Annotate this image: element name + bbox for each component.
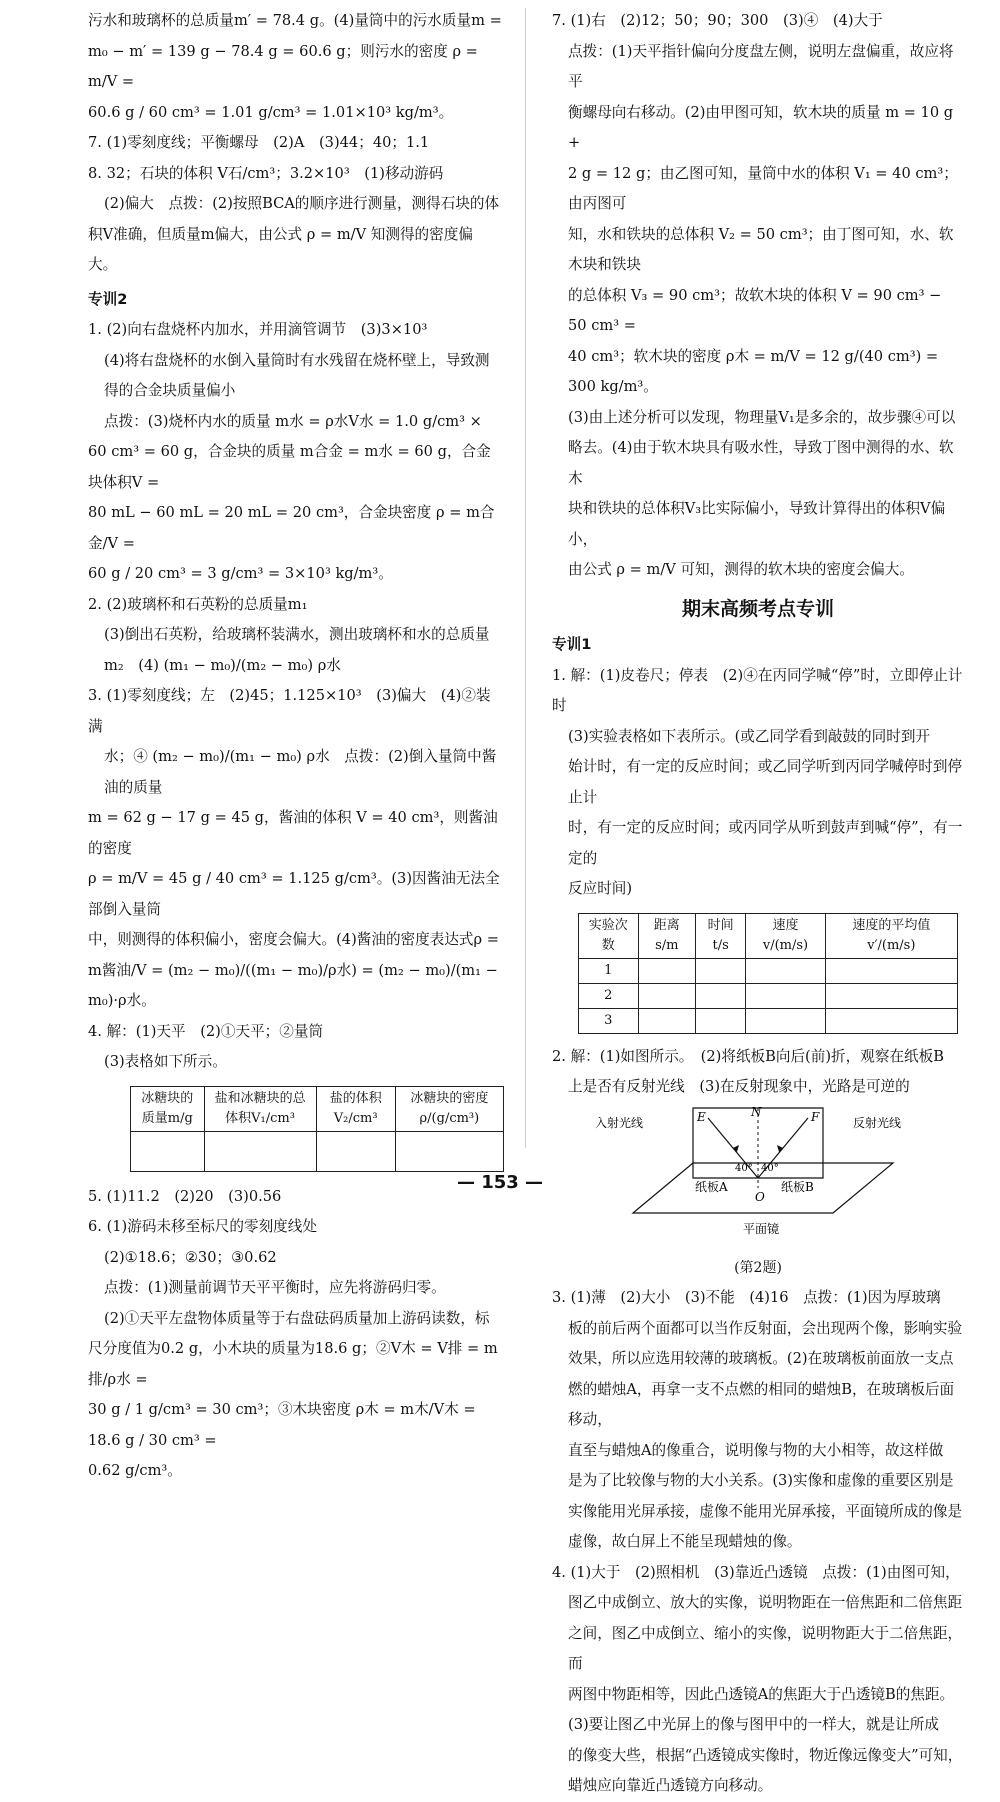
text-line: 之间，图乙中成倒立、缩小的实像，说明物距大于二倍焦距，而 [568, 1624, 963, 1672]
text-line: 中，则测得的体积偏小，密度会偏大。(4)酱油的密度表达式ρ = [88, 931, 499, 948]
table-cell [696, 1008, 746, 1033]
text-line: (3)由上述分析可以发现，物理量V₁是多余的，故步骤④可以 [568, 408, 956, 426]
text-line: 块和铁块的总体积V₃比实际偏小，导致计算得出的体积V偏小， [568, 500, 946, 548]
table-header: 速度的平均值v′/(m/s) [825, 913, 957, 958]
answer-2: 2. (2)玻璃杯和石英粉的总质量m₁ [88, 595, 308, 613]
board-b-label: 纸板B [781, 1179, 814, 1194]
text-line: m = 62 g − 17 g = 45 g，酱油的体积 V = 40 cm³，则酱油的密度 [88, 809, 498, 857]
table-header: 速度v/(m/s) [746, 913, 825, 958]
text-line: 60.6 g / 60 cm³ = 1.01 g/cm³ = 1.01×10³ kg/m³。 [88, 103, 454, 121]
answer-1: 1. (2)向右盘烧杯内加水，并用滴管调节 (3)3×10³ [88, 321, 428, 338]
incident-ray-label: 入射光线 [595, 1115, 644, 1130]
arrow-icon [733, 1145, 739, 1152]
text-line: 效果，所以应选用较薄的玻璃板。(2)在玻璃板前面放一支点 [568, 1350, 954, 1367]
answer-4: 4. (1)大于 (2)照相机 (3)靠近凸透镜 点拨：(1)由图可知， [552, 1563, 960, 1581]
label-O: O [755, 1189, 765, 1204]
reflected-ray-label: 反射光线 [853, 1115, 902, 1130]
text-line: ρ = m/V = 45 g / 40 cm³ = 1.125 g/cm³。(3)因酱油无法全部倒入量筒 [88, 870, 500, 918]
label-N: N [751, 1104, 762, 1119]
figure-caption: (第2题) [734, 1259, 782, 1276]
table-cell [638, 983, 695, 1008]
text-line: 时，有一定的反应时间；或丙同学从听到鼓声到喊“停”，有一定的 [568, 819, 963, 867]
text-line: 的总体积 V₃ = 90 cm³；故软木块的体积 V = 90 cm³ − 50 cm³ = [568, 286, 942, 334]
section-heading: 专训1 [552, 636, 592, 653]
text-line: 60 g / 20 cm³ = 3 g/cm³ = 3×10³ kg/m³。 [88, 565, 393, 582]
table-cell [825, 983, 957, 1008]
text-line: 30 g / 1 g/cm³ = 30 cm³；③木块密度 ρ木 = m木/V木 = 18.6 g / 30 cm³ = [88, 1401, 476, 1449]
text-line: 衡螺母向右移动。(2)由甲图可知，软木块的质量 m = 10 g + [568, 103, 954, 151]
text-line: 尺分度值为0.2 g，小木块的质量为18.6 g；②V木 = V排 = m排/ρ水 = [88, 1340, 498, 1388]
text-line: 80 mL − 60 mL = 20 mL = 20 cm³，合金块密度 ρ = m合金/V = [88, 504, 495, 552]
angle-label: 40° [735, 1162, 753, 1174]
answer-3: 3. (1)薄 (2)大小 (3)不能 (4)16 点拨：(1)因为厚玻璃 [552, 1289, 941, 1306]
answer-7: 7. (1)右 (2)12；50；90；300 (3)④ (4)大于 [552, 12, 883, 29]
answer-1: 1. 解：(1)皮卷尺；停表 (2)④在丙同学喊“停”时，立即停止计时 [552, 666, 963, 714]
text-line: 污水和玻璃杯的总质量m′ = 78.4 g。(4)量筒中的污水质量m = [88, 12, 502, 29]
table-header: 盐和冰糖块的总体积V₁/cm³ [204, 1086, 316, 1131]
table-cell [316, 1131, 395, 1171]
table-cell [395, 1131, 503, 1171]
text-line: 0.62 g/cm³。 [88, 1462, 182, 1479]
column-divider [525, 8, 526, 1148]
answer-4: 4. 解：(1)天平 (2)①天平；②量筒 [88, 1022, 324, 1040]
table-cell: 2 [579, 983, 639, 1008]
arrow-icon [777, 1145, 783, 1152]
text-line: 40 cm³；软木块的密度 ρ木 = m/V = 12 g/(40 cm³) = 300 kg/m³。 [568, 347, 939, 395]
answer-5: 5. (1)11.2 (2)20 (3)0.56 [88, 1187, 282, 1205]
table-header: 时间t/s [696, 913, 746, 958]
text-line: 蜡烛应向靠近凸透镜方向移动。 [568, 1777, 773, 1794]
table-cell [131, 1131, 205, 1171]
table-cell [746, 1008, 825, 1033]
text-line: (2)偏大 点拨：(2)按照BCA的顺序进行测量，测得石块的体 [104, 195, 500, 212]
table-header: 实验次数 [579, 913, 639, 958]
label-F: F [811, 1109, 820, 1124]
text-line: 60 cm³ = 60 g，合金块的质量 m合金 = m水 = 60 g，合金块体积V = [88, 443, 491, 491]
speed-table [578, 913, 958, 1034]
text-line: 图乙中成倒立、放大的实像，说明物距在一倍焦距和二倍焦距 [568, 1594, 963, 1611]
text-line: 2 g = 12 g；由乙图可知，量筒中水的体积 V₁ = 40 cm³；由丙图可 [568, 164, 958, 212]
density-table [130, 1086, 504, 1172]
table-cell: 3 [579, 1008, 639, 1033]
label-E: E [697, 1109, 706, 1124]
text-line: 燃的蜡烛A，再拿一支不点燃的相同的蜡烛B，在玻璃板后面移动， [568, 1380, 955, 1428]
text-line: 积V准确，但质量m偏大，由公式 ρ = m/V 知测得的密度偏大。 [88, 225, 473, 273]
text-line: 实像能用光屏承接，虚像不能用光屏承接，平面镜所成的像是 [568, 1502, 963, 1520]
text-line: (3)实验表格如下表所示。(或乙同学看到敲鼓的同时到开 [568, 727, 931, 745]
table-header: 冰糖块的质量m/g [131, 1086, 205, 1131]
left-column [88, 6, 502, 1487]
answer-7: 7. (1)零刻度线；平衡螺母 (2)A (3)44；40；1.1 [88, 134, 430, 151]
text-line: 两图中物距相等，因此凸透镜A的焦距大于凸透镜B的焦距。 [568, 1685, 955, 1703]
table-cell [746, 958, 825, 983]
page-number: — 153 — [456, 1172, 544, 1193]
text-line: 点拨：(1)测量前调节天平平衡时，应先将游码归零。 [104, 1279, 446, 1296]
table-cell [638, 958, 695, 983]
table-cell [204, 1131, 316, 1171]
table-cell [825, 1008, 957, 1033]
mirror-label: 平面镜 [743, 1221, 780, 1236]
text-line: 得的合金块质量偏小 [104, 382, 236, 399]
table-cell [638, 1008, 695, 1033]
text-line: 由公式 ρ = m/V 可知，测得的软木块的密度会偏大。 [568, 561, 914, 578]
table-header: 距离s/m [638, 913, 695, 958]
table-header: 冰糖块的密度ρ/(g/cm³) [395, 1086, 503, 1131]
text-line: 知，水和铁块的总体积 V₂ = 50 cm³；由丁图可知，水、软木块和铁块 [568, 225, 954, 273]
text-line: 上是否有反射光线 (3)在反射现象中，光路是可逆的 [568, 1078, 910, 1095]
text-line: 始计时，有一定的反应时间；或乙同学听到丙同学喊停时到停止计 [568, 758, 963, 806]
board-a-label: 纸板A [695, 1179, 728, 1194]
text-line: (3)倒出石英粉，给玻璃杯装满水，测出玻璃杯和水的总质量 [104, 626, 490, 643]
text-line: 虚像，故白屏上不能呈现蜡烛的像。 [568, 1533, 802, 1550]
text-line: 板的前后两个面都可以当作反射面，会出现两个像，影响实验 [568, 1319, 963, 1337]
text-line: m₀ − m′ = 139 g − 78.4 g = 60.6 g；则污水的密度 ρ = m/V = [88, 42, 478, 90]
table-cell [696, 958, 746, 983]
section-title: 期末高频考点专训 [681, 597, 834, 620]
section-heading: 专训2 [88, 290, 128, 308]
right-column [552, 6, 964, 1802]
text-line: 略去。(4)由于软木块具有吸水性，导致丁图中测得的水、软木 [568, 439, 954, 487]
table-header: 盐的体积V₂/cm³ [316, 1086, 395, 1131]
angle-label: 40° [761, 1162, 779, 1174]
text-line: 点拨：(1)天平指针偏向分度盘左侧，说明左盘偏重，故应将平 [568, 42, 954, 90]
table-cell: 1 [579, 958, 639, 983]
answer-3: 3. (1)零刻度线；左 (2)45；1.125×10³ (3)偏大 (4)②装满 [88, 687, 491, 735]
table-cell [746, 983, 825, 1008]
answer-8: 8. 32；石块的体积 V石/cm³；3.2×10³ (1)移动游码 [88, 164, 444, 182]
text-line: 点拨：(3)烧杯内水的质量 m水 = ρ水V水 = 1.0 g/cm³ × [104, 412, 482, 430]
text-line: m酱油/V = (m₂ − m₀)/((m₁ − m₀)/ρ水) = (m₂ − m₀)/(m₁ − m₀)·ρ水。 [88, 961, 498, 1009]
text-line: 反应时间) [568, 880, 633, 897]
text-line: 水；④ (m₂ − m₀)/(m₁ − m₀) ρ水 点拨：(2)倒入量筒中酱油的质量 [104, 748, 497, 796]
text-line: (4)将右盘烧杯的水倒入量筒时有水残留在烧杯壁上，导致测 [104, 351, 490, 369]
text-line: 直至与蜡烛A的像重合，说明像与物的大小相等，故这样做 [568, 1441, 944, 1459]
text-line: (2)①18.6；②30；③0.62 [104, 1248, 277, 1266]
text-line: 的像变大些，根据“凸透镜成实像时，物近像远像变大”可知， [568, 1746, 963, 1764]
answer-2: 2. 解：(1)如图所示。 (2)将纸板B向后(前)折，观察在纸板B [552, 1047, 944, 1065]
table-cell [825, 958, 957, 983]
text-line: 是为了比较像与物的大小关系。(3)实像和虚像的重要区别是 [568, 1472, 954, 1489]
text-line: m₂ (4) (m₁ − m₀)/(m₂ − m₀) ρ水 [104, 656, 341, 674]
text-line: (3)表格如下所示。 [104, 1053, 227, 1070]
text-line: (3)要让图乙中光屏上的像与图甲中的一样大，就是让所成 [568, 1716, 939, 1733]
text-line: (2)①天平左盘物体质量等于右盘砝码质量加上游码读数，标 [104, 1309, 490, 1327]
answer-6: 6. (1)游码未移至标尺的零刻度线处 [88, 1218, 317, 1235]
table-cell [696, 983, 746, 1008]
